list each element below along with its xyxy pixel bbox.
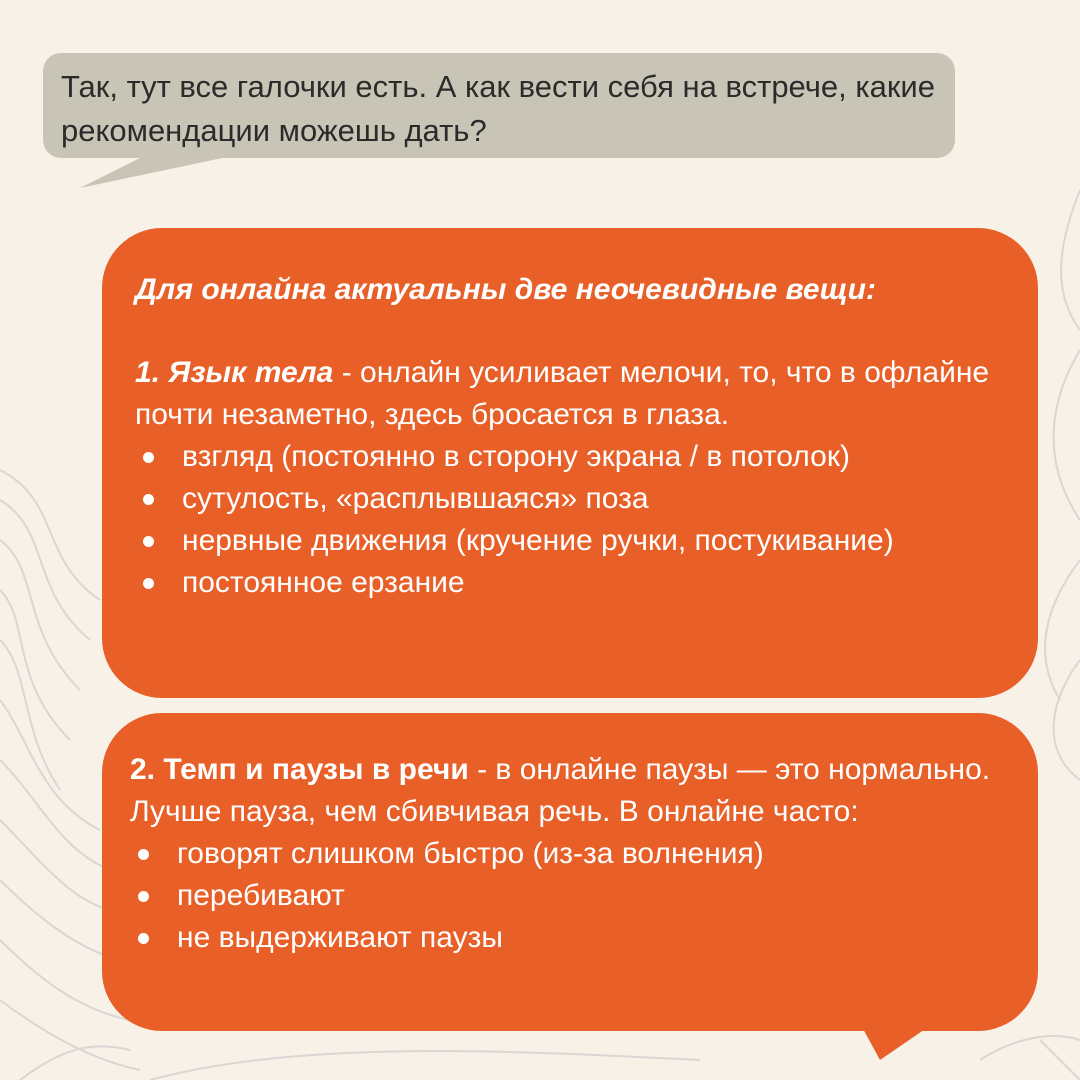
answer-message-bubble-body-language (102, 228, 1038, 698)
point-one-paragraph (135, 352, 1008, 436)
point-two-title: 2. Темп и паузы в речи (130, 753, 469, 786)
answer-message-bubble-speech-pace (102, 713, 1038, 1031)
answer-bubble-tail (850, 1005, 970, 1065)
point-two-paragraph (130, 749, 1008, 833)
list-item: нервные движения (кручение ручки, постукивание) (135, 520, 1008, 562)
list-item: постоянное ерзание (135, 562, 1008, 604)
question-bubble-tail (80, 148, 280, 193)
point-two-bullet-list (130, 833, 1008, 959)
list-item: взгляд (постоянно в сторону экрана / в потолок) (135, 436, 1008, 478)
list-item: сутулость, «расплывшаяся» поза (135, 478, 1008, 520)
question-message-bubble (43, 53, 955, 158)
question-text: Так, тут все галочки есть. А как вести себя на встрече, какие рекомендации можешь дать? (61, 69, 935, 148)
answer-heading: Для онлайна актуальны две неочевидные вещи: (135, 273, 876, 306)
point-one-title: 1. Язык тела (135, 356, 334, 389)
point-two-text: - в онлайне паузы — это нормально. Лучше пауза, чем сбивчивая речь. В онлайне часто: (130, 753, 991, 828)
list-item: перебивают (130, 875, 1008, 917)
list-item: не выдерживают паузы (130, 917, 1008, 959)
point-one-text: - онлайн усиливает мелочи, то, что в офлайне почти незаметно, здесь бросается в глаза. (135, 356, 990, 431)
point-one-bullet-list (135, 436, 1008, 604)
list-item: говорят слишком быстро (из-за волнения) (130, 833, 1008, 875)
